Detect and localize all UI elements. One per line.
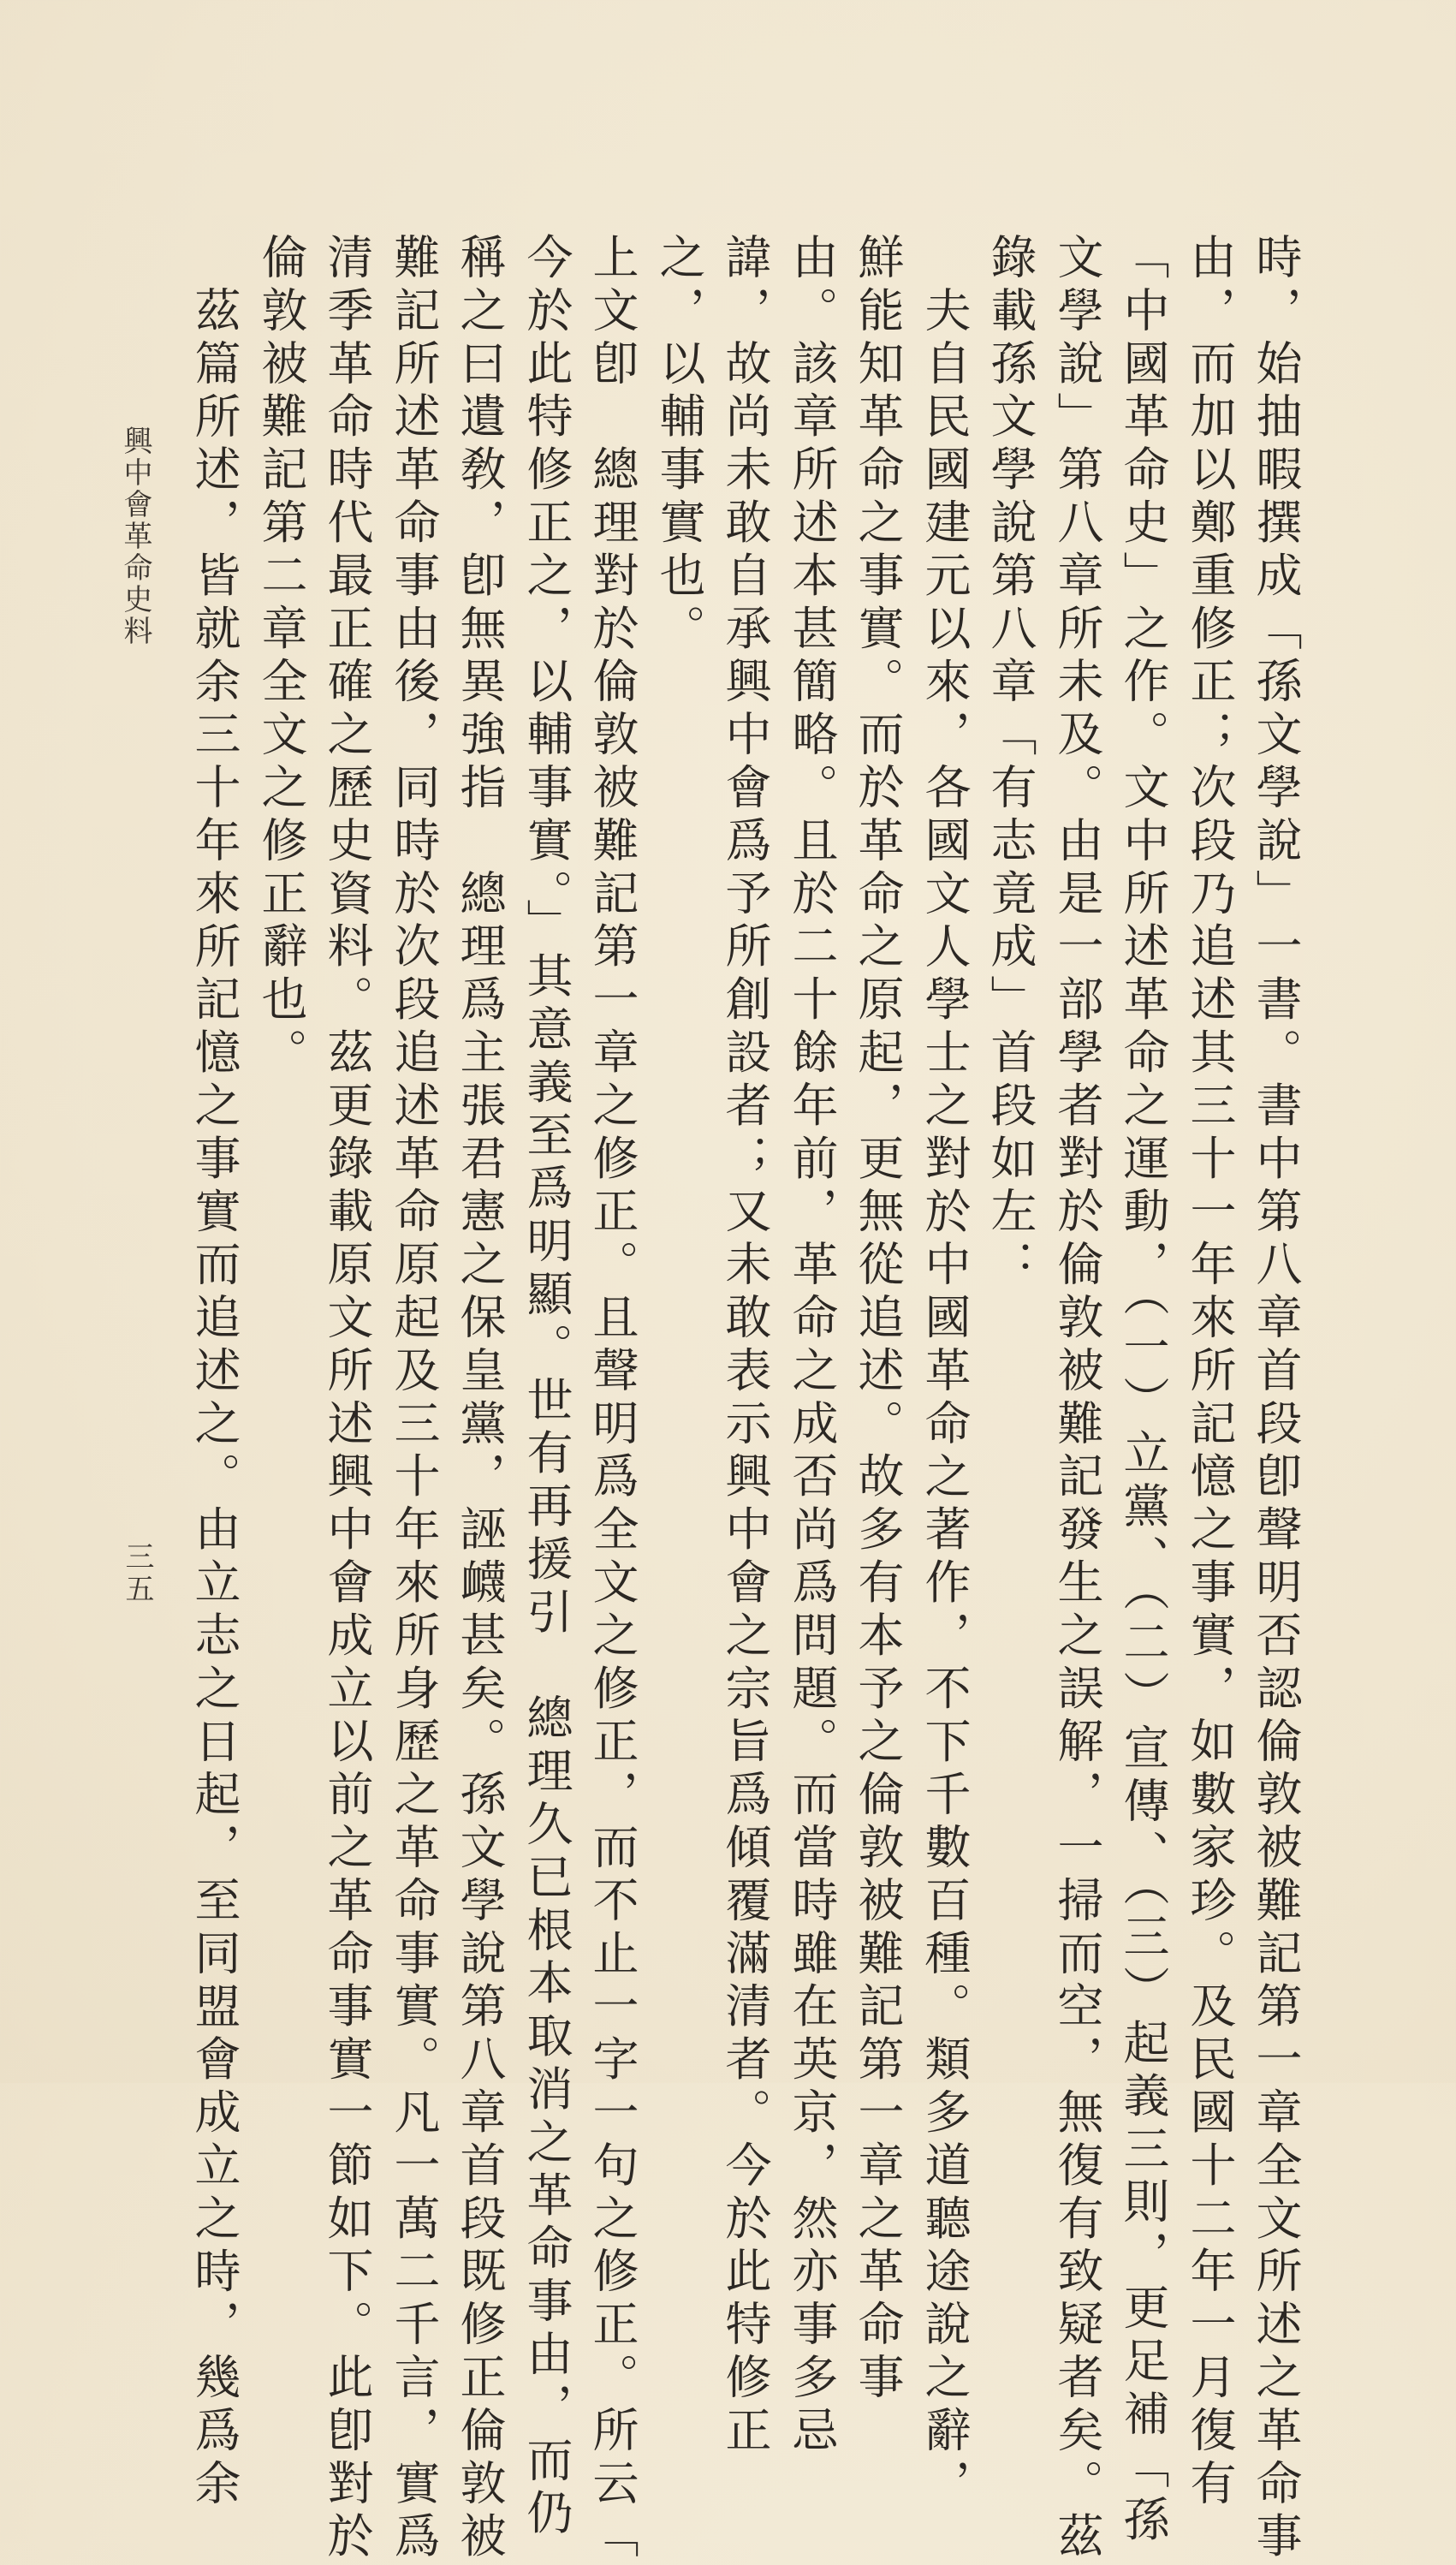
- text-column-4: 文學說」第八章所未及。由是一部學者對於倫敦被難記發生之誤解，一掃而空，無復有致疑者矣。茲: [1050, 233, 1104, 2565]
- text-column-12: 今於此特修正之，以輔事實。」其意義至爲明顯。世有再援引 總理久已根本取消之革命事由，而仍: [520, 233, 573, 2542]
- text-column-11: 上文卽 總理對於倫敦被難記第一章之修正。且聲明爲全文之修正，而不止一字一句之修正。所云「: [585, 233, 639, 2565]
- text-column-15: 清季革命時代最正確之歷史資料。茲更錄載原文所述興中會成立以前之革命事實一節如下。此卽對於: [320, 233, 374, 2565]
- running-footer-book-title: 興中會革命史料: [118, 426, 152, 647]
- quoted-text-column-10: 之，以輔事實也。: [652, 233, 706, 658]
- text-column-16: 倫敦被難記第二章全文之修正辭也。: [254, 233, 308, 1081]
- page-number: 三五: [120, 1541, 154, 1606]
- text-column-3: 「中國革命史」之作。文中所述革命之運動，（一）立黨、（二）宣傳、（三）起義三則，更足補「孫: [1116, 233, 1170, 2549]
- text-column-1: 時，始抽暇撰成「孫文學說」一書。書中第八章首段卽聲明否認倫敦被難記第一章全文所述之革命事: [1249, 233, 1303, 2565]
- quoted-text-column-17: 茲篇所述，皆就余三十年來所記憶之事實而追述之。由立志之日起，至同盟會成立之時，幾爲余: [187, 286, 241, 2512]
- text-column-13: 稱之曰遺敎，卽無異強指 總理爲主張君憲之保皇黨，誣衊甚矣。孫文學說第八章首段既修正倫敦被: [453, 233, 507, 2565]
- quoted-text-column-6: 夫自民國建元以來，各國文人學士之對於中國革命之著作，不下千數百種。類多道聽途說之辭，: [918, 286, 972, 2512]
- text-column-2: 由，而加以鄭重修正；次段乃追述其三十一年來所記憶之事實，如數家珍。及民國十二年一月復有: [1183, 233, 1237, 2512]
- text-column-14: 難記所述革命事由後，同時於次段追述革命原起及三十年來所身歷之革命事實。凡一萬二千言，實爲: [387, 233, 441, 2565]
- quoted-text-column-9: 諱，故尚未敢自承興中會爲予所創設者；又未敢表示興中會之宗旨爲傾覆滿清者。今於此特修正: [718, 233, 772, 2459]
- quoted-text-column-7: 鮮能知革命之事實。而於革命之原起，更無從追述。故多有本予之倫敦被難記第一章之革命事: [851, 233, 905, 2406]
- quoted-text-column-8: 由。該章所述本甚簡略。且於二十餘年前，革命之成否尚爲問題。而當時雖在英京，然亦事多忌: [785, 233, 839, 2459]
- text-column-5: 錄載孫文學說第八章「有志竟成」首段如左：: [984, 233, 1037, 1293]
